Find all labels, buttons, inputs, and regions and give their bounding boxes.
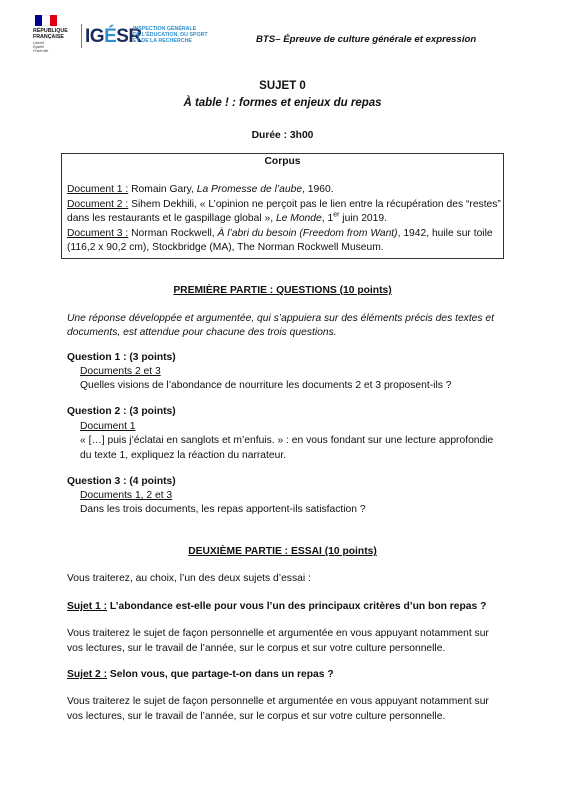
sujet-2-label: Sujet 2 : xyxy=(67,669,108,680)
question-2-docs: Document 1 xyxy=(80,421,136,432)
question-2-label: Question 2 : (3 points) xyxy=(67,406,176,417)
republique-francaise-logo: RÉPUBLIQUE FRANÇAISE xyxy=(33,28,68,40)
exam-header-title: BTS– Épreuve de culture générale et expression xyxy=(256,34,477,45)
part2-intro: Vous traiterez, au choix, l’un des deux sujets d’essai : xyxy=(67,573,311,584)
subject-subtitle: À table ! : formes et enjeux du repas xyxy=(183,97,382,109)
logo-separator xyxy=(81,24,82,48)
part2-heading: DEUXIÈME PARTIE : ESSAI (10 points) xyxy=(188,546,377,557)
corpus-heading: Corpus xyxy=(264,156,301,167)
sujet-title: SUJET 0 xyxy=(259,80,306,92)
igesr-logo: IGÉSR xyxy=(85,26,142,47)
question-3-text: Dans les trois documents, les repas apportent-ils satisfaction ? xyxy=(80,504,366,515)
sujet-1-body-line2: vos lectures, sur le travail de l’année, sur le corpus et sur votre culture personnelle. xyxy=(67,643,446,654)
sujet-2-body-line1: Vous traiterez le sujet de façon personnelle et argumentée en vous appuyant notamment sur xyxy=(67,696,489,707)
doc3-label: Document 3 : xyxy=(67,228,129,239)
question-1-docs: Documents 2 et 3 xyxy=(80,366,161,377)
part1-intro-line2: documents, est attendue pour chacune des trois questions. xyxy=(67,327,337,338)
corpus-doc3: Document 3 : Norman Rockwell, À l’abri du besoin (Freedom from Want), 1942, huile sur toile xyxy=(67,228,493,239)
sujet-1: Sujet 1 : L’abondance est-elle pour vous l’un des principaux critères d’un bon repas ? xyxy=(67,601,487,612)
devise: Liberté Égalité Fraternité xyxy=(33,41,49,53)
part1-heading: PREMIÈRE PARTIE : QUESTIONS (10 points) xyxy=(173,285,392,296)
part1-intro-line1: Une réponse développée et argumentée, qui s’appuiera sur des éléments précis des textes et xyxy=(67,313,495,324)
question-1-label: Question 1 : (3 points) xyxy=(67,352,176,363)
question-3-label: Question 3 : (4 points) xyxy=(67,476,176,487)
french-flag-icon xyxy=(35,15,57,26)
corpus-doc2-line2: dans les restaurants et le gaspillage global », Le Monde, 1er juin 2019. xyxy=(67,211,387,224)
sujet-2: Sujet 2 : Selon vous, que partage-t-on dans un repas ? xyxy=(67,669,334,680)
sujet-2-body-line2: vos lectures, sur le travail de l’année, sur le corpus et sur votre culture personnelle. xyxy=(67,711,446,722)
corpus-doc3-line2: (116,2 x 90,2 cm), Stockbridge (MA), The Norman Rockwell Museum. xyxy=(67,242,384,253)
question-1-text: Quelles visions de l’abondance de nourriture les documents 2 et 3 proposent-ils ? xyxy=(80,380,452,391)
question-2-text-line2: du texte 1, expliquez la réaction du narrateur. xyxy=(80,450,287,461)
corpus-doc2: Document 2 : Sihem Dekhili, « L’opinion ne perçoit pas le lien entre la récupération des “restes” xyxy=(67,199,501,210)
sujet-1-label: Sujet 1 : xyxy=(67,601,108,612)
question-3-docs: Documents 1, 2 et 3 xyxy=(80,490,173,501)
sujet-1-body-line1: Vous traiterez le sujet de façon personnelle et argumentée en vous appuyant notamment sur xyxy=(67,628,489,639)
doc1-label: Document 1 : xyxy=(67,184,129,195)
question-2-text-line1: « […] puis j’éclatai en sanglots et m’enfuis. » : en vous fondant sur une lecture approfondie xyxy=(80,435,494,446)
corpus-doc1: Document 1 : Romain Gary, La Promesse de l’aube, 1960. xyxy=(67,184,334,195)
igesr-subtitle: INSPECTION GÉNÉRALE DE L’ÉDUCATION, DU SPORT ET DE LA RECHERCHE xyxy=(133,26,208,45)
duration: Durée : 3h00 xyxy=(251,130,314,141)
doc2-label: Document 2 : xyxy=(67,199,129,210)
